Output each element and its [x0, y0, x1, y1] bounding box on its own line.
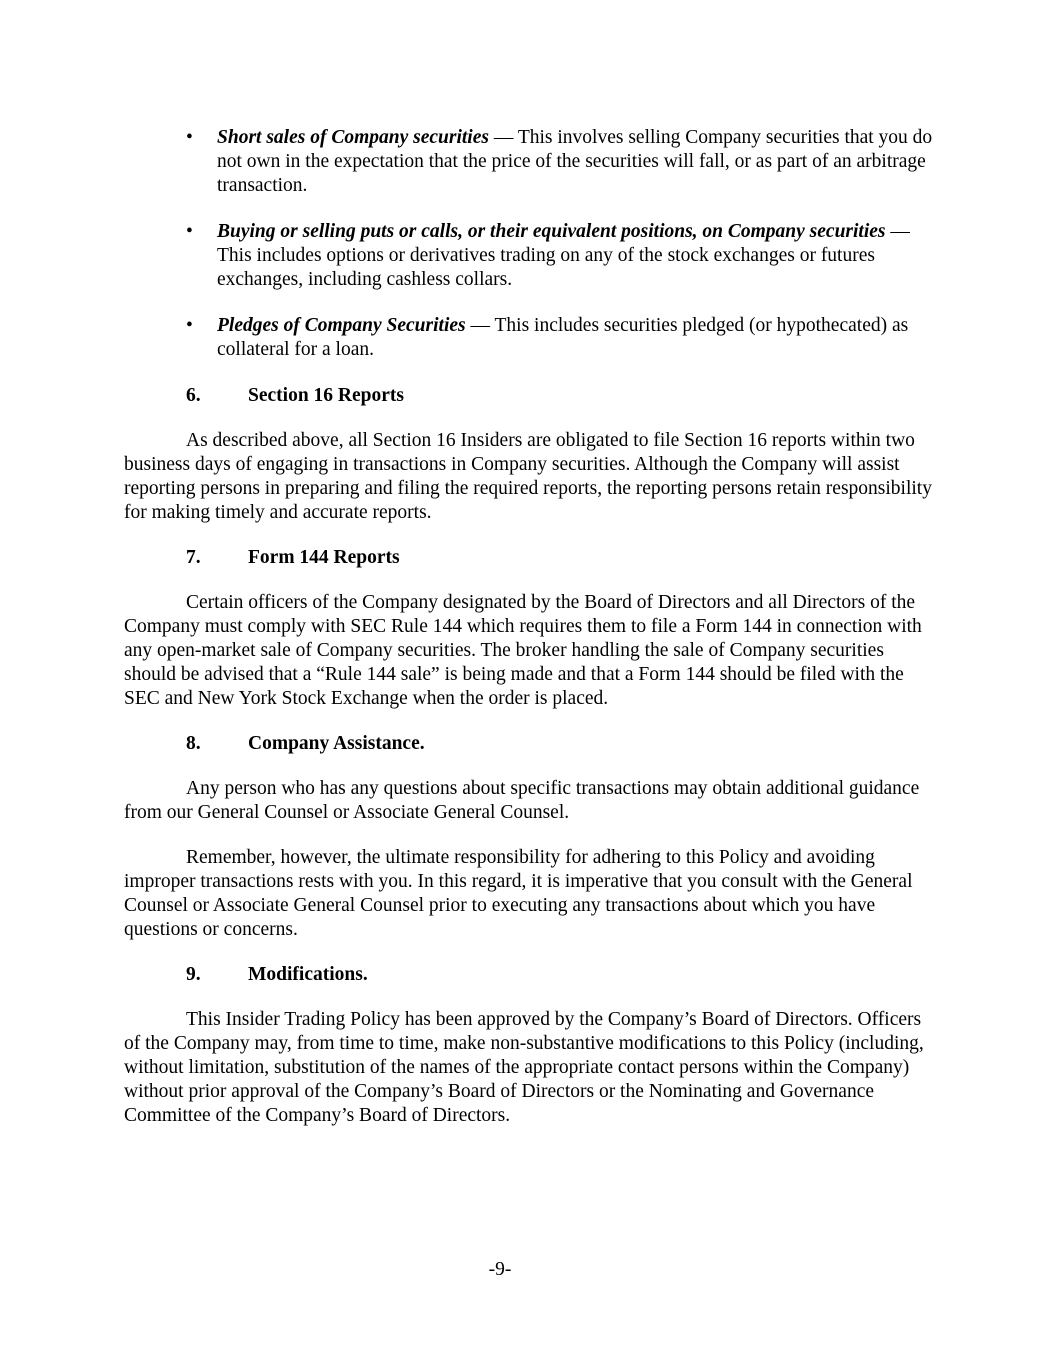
section-8-paragraph-2: Remember, however, the ultimate responsibility for adhering to this Policy and avoiding improper transactions rests with you. In this regard, it is imperative that you consult with the General Counsel or Associate General Counsel prior to executing any transactions about which you have questions or concerns. [124, 847, 913, 940]
section-number: 6. [186, 385, 201, 406]
section-title: Modifications. [248, 964, 368, 985]
section-number: 7. [186, 547, 201, 568]
bullet-text: — This includes securities pledged (or hypothecated) as collateral for a loan. [217, 315, 909, 360]
section-6-paragraph: As described above, all Section 16 Insiders are obligated to file Section 16 reports within two business days of engaging in transactions in Company securities. Although the Company will assist reporting persons in preparing and filing the required reports, the reporting persons retain responsibility for making timely and accurate reports. [124, 430, 932, 523]
bullet-icon: • [186, 127, 193, 148]
bullet-term: Pledges of Company Securities [217, 315, 466, 336]
bullet-icon: • [186, 315, 193, 336]
list-item [124, 126, 934, 198]
section-title: Company Assistance. [248, 733, 425, 754]
section-number: 8. [186, 733, 201, 754]
bullet-text: — This includes options or derivatives trading on any of the stock exchanges or futures exchanges, including cashless collars. [217, 221, 910, 290]
prohibited-transactions-list [124, 126, 934, 362]
section-title: Form 144 Reports [248, 547, 400, 568]
bullet-term: Short sales of Company securities [217, 127, 489, 148]
page-number: -9- [488, 1259, 512, 1280]
bullet-icon: • [186, 221, 193, 242]
document-page [124, 126, 934, 1149]
section-9-paragraph: This Insider Trading Policy has been approved by the Company’s Board of Directors. Officers of the Company may, from time to time, make non-substantive modifications to this Policy (including, without limitation, substitution of the names of the appropriate contact persons within the Company) without prior approval of the Company’s Board of Directors or the Nominating and Governance Committee of the Company’s Board of Directors. [124, 1009, 924, 1126]
section-7-paragraph: Certain officers of the Company designated by the Board of Directors and all Directors of the Company must comply with SEC Rule 144 which requires them to file a Form 144 in connection with any open-market sale of Company securities. The broker handling the sale of Company securities should be advised that a “Rule 144 sale” is being made and that a Form 144 should be filed with the SEC and New York Stock Exchange when the order is placed. [124, 592, 922, 709]
list-item [124, 220, 934, 292]
section-title: Section 16 Reports [248, 385, 404, 406]
section-number: 9. [186, 964, 201, 985]
section-8-paragraph-1: Any person who has any questions about specific transactions may obtain additional guidance from our General Counsel or Associate General Counsel. [124, 778, 920, 823]
section-6-heading [124, 384, 934, 408]
section-9-heading [124, 963, 934, 987]
bullet-text: — This involves selling Company securities that you do not own in the expectation that the price of the securities will fall, or as part of an arbitrage transaction. [217, 127, 933, 196]
bullet-term: Buying or selling puts or calls, or their equivalent positions, on Company securities [217, 221, 886, 242]
section-7-heading [124, 546, 934, 570]
list-item [124, 314, 934, 362]
section-8-heading [124, 732, 934, 756]
